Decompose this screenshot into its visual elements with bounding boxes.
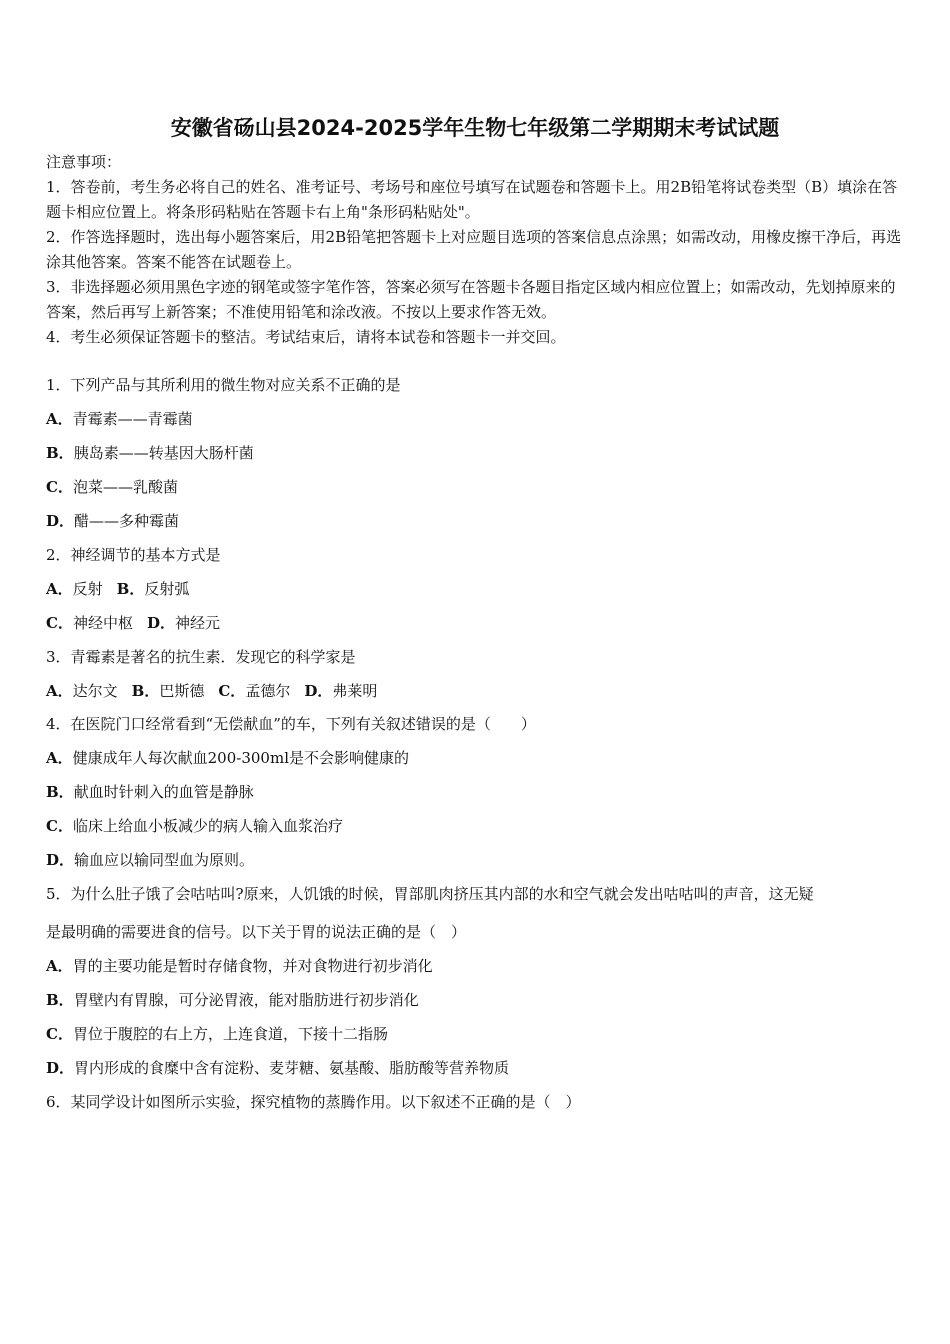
option-label: B． <box>46 783 74 801</box>
question-1-option-a <box>46 408 906 430</box>
option-text: 胃位于腹腔的右上方，上连食道，下接十二指肠 <box>72 1025 388 1043</box>
option-label: B． <box>131 682 160 700</box>
option-label: A． <box>46 580 73 598</box>
option-label: C． <box>218 682 246 700</box>
option-text: 弗莱明 <box>332 682 378 700</box>
question-2-stem: 2．神经调节的基本方式是 <box>46 546 221 564</box>
option-label: C． <box>46 1025 73 1043</box>
option-text: 反射 <box>72 580 103 598</box>
question-2-options-cd <box>46 612 906 634</box>
question-5-stem-line-2: 是最明确的需要进食的信号。以下关于胃的说法正确的是（ ） <box>46 923 467 941</box>
note-item-1: 1．答卷前，考生务必将自己的姓名、准考证号、考场号和座位号填写在试题卷和答题卡上。用2B铅笔将试卷类型（B）填涂在答题卡相应位置上。将条形码粘贴在答题卡右上角"条形码粘贴处"。 <box>46 178 898 221</box>
option-label: D． <box>46 851 75 869</box>
option-text: 醋——多种霉菌 <box>74 512 180 530</box>
option-text: 胃内形成的食糜中含有淀粉、麦芽糖、氨基酸、脂肪酸等营养物质 <box>74 1059 510 1077</box>
question-4-option-d <box>46 849 906 871</box>
notes-heading: 注意事项： <box>46 153 122 171</box>
option-label: B． <box>116 580 145 598</box>
question-6-stem: 6．某同学设计如图所示实验，探究植物的蒸腾作用。以下叙述不正确的是（ ） <box>46 1093 581 1111</box>
question-1-option-b <box>46 442 906 464</box>
question-3-stem: 3．青霉素是著名的抗生素．发现它的科学家是 <box>46 648 356 666</box>
option-label: A． <box>46 957 73 975</box>
exam-title: 安徽省砀山县2024-2025学年生物七年级第二学期期末考试试题 <box>170 116 780 140</box>
option-text: 健康成年人每次献血200-300ml是不会影响健康的 <box>72 749 409 767</box>
question-5-stem-line-1: 5．为什么肚子饿了会咕咕叫?原来，人饥饿的时候，胃部肌肉挤压其内部的水和空气就会发出咕咕叫的声音，这无疑 <box>46 885 814 903</box>
option-text: 反射弧 <box>144 580 190 598</box>
option-text: 临床上给血小板减少的病人输入血浆治疗 <box>72 817 343 835</box>
option-label: B． <box>46 991 74 1009</box>
option-text: 巴斯德 <box>159 682 205 700</box>
option-label: D． <box>46 1059 75 1077</box>
option-text: 输血应以输同型血为原则。 <box>74 851 255 869</box>
note-item-2: 2．作答选择题时，选出每小题答案后，用2B铅笔把答题卡上对应题目选项的答案信息点涂黑；如需改动，用橡皮擦干净后，再选涂其他答案。答案不能答在试题卷上。 <box>46 228 902 271</box>
option-label: C． <box>46 817 73 835</box>
option-label: A． <box>46 682 73 700</box>
option-label: B． <box>46 444 74 462</box>
question-3-options <box>46 680 906 702</box>
option-text: 胃的主要功能是暂时存储食物，并对食物进行初步消化 <box>72 957 433 975</box>
question-4-option-a <box>46 747 906 769</box>
question-1-stem: 1．下列产品与其所利用的微生物对应关系不正确的是 <box>46 376 401 394</box>
option-text: 青霉素——青霉菌 <box>72 410 193 428</box>
option-label: A． <box>46 410 73 428</box>
option-label: D． <box>46 512 75 530</box>
option-text: 胃壁内有胃腺，可分泌胃液，能对脂肪进行初步消化 <box>73 991 419 1009</box>
question-5-option-a <box>46 955 906 977</box>
option-label: A． <box>46 749 73 767</box>
option-text: 神经元 <box>174 614 220 632</box>
question-1-option-c <box>46 476 906 498</box>
question-5-option-c <box>46 1023 906 1045</box>
question-2-options-ab <box>46 578 906 600</box>
option-text: 献血时针刺入的血管是静脉 <box>73 783 254 801</box>
question-1-option-d <box>46 510 906 532</box>
option-text: 神经中枢 <box>72 614 133 632</box>
option-label: D． <box>304 682 333 700</box>
note-item-4: 4．考生必须保证答题卡的整洁。考试结束后，请将本试卷和答题卡一并交回。 <box>46 328 566 346</box>
option-label: C． <box>46 614 73 632</box>
note-item-3: 3．非选择题必须用黑色字迹的钢笔或签字笔作答，答案必须写在答题卡各题目指定区域内相应位置上；如需改动，先划掉原来的答案，然后再写上新答案；不准使用铅笔和涂改液。不按以上要求作答无效。 <box>46 278 896 321</box>
option-text: 达尔文 <box>72 682 118 700</box>
option-label: D． <box>146 614 175 632</box>
question-4-stem: 4．在医院门口经常看到“无偿献血”的车，下列有关叙述错误的是（ ） <box>46 715 536 733</box>
question-4-option-c <box>46 815 906 837</box>
option-text: 孟德尔 <box>245 682 291 700</box>
option-text: 泡菜——乳酸菌 <box>72 478 178 496</box>
question-4-option-b <box>46 781 906 803</box>
question-5-option-d <box>46 1057 906 1079</box>
option-text: 胰岛素——转基因大肠杆菌 <box>73 444 254 462</box>
question-5-option-b <box>46 989 906 1011</box>
notes-section <box>46 150 906 350</box>
option-label: C． <box>46 478 73 496</box>
